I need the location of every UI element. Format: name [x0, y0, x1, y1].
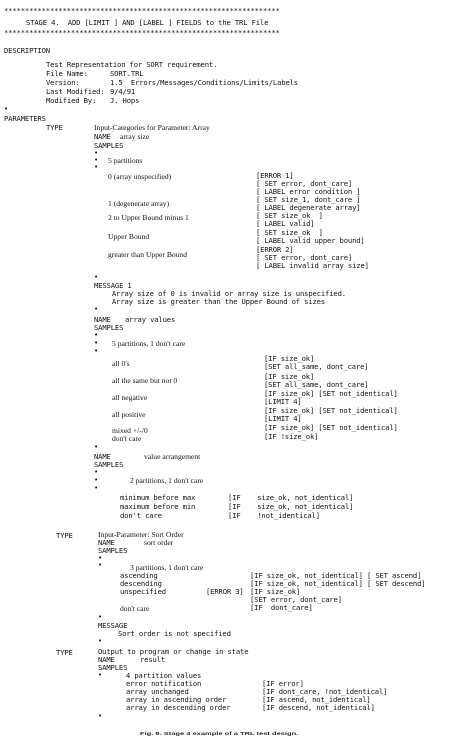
list-item-annotation: [IF size_ok] [SET not_identical] — [264, 406, 398, 415]
list-item-annotation: [SET error, dont_care] — [250, 595, 342, 604]
list-item-label: don't care — [112, 434, 142, 443]
bullet: • — [98, 613, 103, 621]
list-item-annotation: [IF size_ok] — [264, 354, 315, 363]
error-marker: [ERROR 3] — [206, 587, 244, 596]
list-item-annotation: [IF size_ok] [SET not_identical] — [264, 423, 398, 432]
list-item-annotation: [ SET size_ok ] — [256, 228, 323, 237]
array-size-category: Input-Categories for Parameter: Array — [94, 123, 210, 132]
list-item-label: don't care — [120, 511, 162, 520]
list-item-annotation: [ LABEL valid upper bound] — [256, 236, 365, 245]
list-item-label: mixed +/-/0 — [112, 426, 148, 435]
samples-label: SAMPLES — [98, 663, 128, 672]
list-item-label: 0 (array unspecified) — [108, 172, 172, 181]
bullet: • — [94, 156, 99, 164]
bullet: • — [94, 273, 99, 281]
list-item-annotation: [IF dont_care] — [250, 603, 313, 612]
version-value: 1.5 Errors/Messages/Conditions/Limits/Labels — [110, 78, 298, 87]
bullet: • — [94, 468, 99, 476]
list-item-annotation: [IF ascend, not_identical] — [262, 695, 371, 704]
type-label: TYPE — [46, 123, 63, 132]
list-item-label: array unchanged — [126, 687, 189, 696]
list-item-annotation: [IF descend, not_identical] — [262, 703, 375, 712]
samples-label: SAMPLES — [94, 323, 124, 332]
list-item-annotation: [ERROR 2] — [256, 245, 294, 254]
list-item-label: ascending — [120, 571, 158, 580]
description-heading: DESCRIPTION — [4, 46, 50, 55]
list-item-annotation: [LIMIT 4] — [264, 397, 302, 406]
bullet: • — [94, 331, 99, 339]
sort-order-name: sort order — [144, 538, 174, 547]
bullet: • — [98, 561, 103, 569]
list-item-annotation: [IF size_ok, not_identical] — [228, 502, 354, 511]
type-label: TYPE — [56, 531, 73, 540]
list-item-annotation: [IF size_ok] — [250, 587, 301, 596]
list-item-annotation: [IF !not_identical] — [228, 511, 320, 520]
name-label: NAME — [98, 655, 115, 664]
bullet: • — [94, 163, 99, 171]
message-line: Array size is greater than the Upper Bound of sizes — [112, 297, 326, 306]
list-item-annotation: [ LABEL valid] — [256, 219, 315, 228]
array-size-name: array size — [120, 132, 150, 141]
header-stars-top: ****************************************************************** — [4, 6, 280, 15]
list-item-label: all 0's — [112, 359, 130, 368]
list-item-label: all negative — [112, 393, 148, 402]
samples-label: SAMPLES — [94, 141, 124, 150]
list-item-annotation: [IF size_ok, not_identical] [ SET descend] — [250, 579, 426, 588]
list-item-label: don't care — [120, 604, 150, 613]
bullet: • — [98, 712, 103, 720]
page-title: STAGE 4. ADD [LIMIT ] AND [LABEL ] FIELDS to the TRL File — [26, 18, 269, 27]
description-line: Test Representation for SORT requirement. — [46, 60, 218, 69]
modified-by-label: Modified By: — [46, 96, 97, 105]
bullet: • — [4, 105, 9, 113]
list-item-label: array in descending order — [126, 703, 231, 712]
list-item-annotation: [ SET error, dont_care] — [256, 179, 353, 188]
name-label: NAME — [94, 132, 111, 141]
bullet: • — [98, 637, 103, 645]
header-stars-bottom: ****************************************************************** — [4, 28, 280, 37]
output-category: Output to program or change in state — [98, 647, 249, 656]
samples-label: SAMPLES — [98, 546, 128, 555]
list-item-annotation: [ LABEL error condition ] — [256, 187, 361, 196]
modified-by-value: J. Hops — [110, 96, 140, 105]
list-item-label: 1 (degenerate array) — [108, 199, 170, 208]
bullet: • — [94, 305, 99, 313]
name-label: NAME — [94, 315, 111, 324]
type-label: TYPE — [56, 648, 73, 657]
list-item-annotation: [ SET size_ok ] — [256, 211, 323, 220]
list-item-annotation: [IF size_ok, not_identical] [ SET ascend] — [250, 571, 422, 580]
file-name-label: File Name: — [46, 69, 88, 78]
list-item-annotation: [IF size_ok, not_identical] — [228, 493, 354, 502]
bullet: • — [94, 339, 99, 347]
list-item-annotation: [LIMIT 4] — [264, 414, 302, 423]
list-item-annotation: [IF dont_care, !not_identical] — [262, 687, 388, 696]
array-values-name: array values — [125, 315, 176, 324]
sort-order-category: Input-Parameter: Sort Order — [98, 530, 184, 539]
output-partitions: 4 partition values — [126, 671, 202, 680]
list-item-annotation: [ SET size_1, dont_care ] — [256, 195, 361, 204]
list-item-label: descending — [120, 579, 162, 588]
list-item-label: error notification — [126, 679, 202, 688]
bullet: • — [98, 671, 103, 679]
bullet: • — [98, 554, 103, 562]
value-arrangement-name: value arrangement — [144, 452, 201, 461]
message-line: Sort order is not specified — [118, 629, 231, 638]
last-modified-label: Last Modified: — [46, 87, 105, 96]
list-item-label: all the same but not 0 — [112, 376, 178, 385]
array-values-partitions: 5 partitions, 1 don't care — [112, 339, 186, 348]
message-line: Array size of 0 is invalid or array size is unspecified. — [112, 289, 346, 298]
list-item-annotation: [ LABEL invalid array size] — [256, 261, 369, 270]
bullet: • — [94, 149, 99, 157]
name-label: NAME — [94, 452, 111, 461]
samples-label: SAMPLES — [94, 460, 124, 469]
list-item-annotation: [IF size_ok] [SET not_identical] — [264, 389, 398, 398]
bullet: • — [94, 476, 99, 484]
list-item-label: all positive — [112, 410, 146, 419]
list-item-annotation: [IF !size_ok] — [264, 432, 319, 441]
bullet: • — [94, 443, 99, 451]
list-item-annotation: [ LABEL degenerate array] — [256, 203, 361, 212]
value-arrangement-partitions: 2 partitions, 1 don't care — [130, 476, 204, 485]
list-item-annotation: [ SET error, dont_care] — [256, 253, 353, 262]
list-item-label: minimum before max — [120, 493, 196, 502]
list-item-label: maximum before min — [120, 502, 196, 511]
array-size-partitions: 5 partitions — [108, 156, 143, 165]
output-name: result — [140, 655, 166, 664]
last-modified-value: 9/4/91 — [110, 87, 136, 96]
list-item-annotation: [IF error] — [262, 679, 304, 688]
parameters-heading: PARAMETERS — [4, 114, 46, 123]
message-label: MESSAGE 1 — [94, 281, 132, 290]
bullet: • — [94, 484, 99, 492]
list-item-label: unspecified — [120, 587, 166, 596]
list-item-label: array in ascending order — [126, 695, 227, 704]
figure-caption: Fig. 9. Stage 4 example of a TRL test design. — [140, 731, 299, 736]
name-label: NAME — [98, 538, 115, 547]
list-item-label: Upper Bound — [108, 232, 150, 241]
file-name-value: SORT.TRL — [110, 69, 144, 78]
list-item-annotation: [SET all_same, dont_care] — [264, 362, 369, 371]
list-item-annotation: [SET all_same, dont_care] — [264, 380, 369, 389]
message-label: MESSAGE — [98, 621, 128, 630]
bullet: • — [94, 347, 99, 355]
version-label: Version: — [46, 78, 80, 87]
sort-order-partitions: 3 partitions, 1 don't care — [130, 563, 204, 572]
list-item-annotation: [IF size_ok] — [264, 372, 315, 381]
list-item-label: 2 to Upper Bound minus 1 — [108, 213, 189, 222]
list-item-annotation: [ERROR 1] — [256, 171, 294, 180]
list-item-label: greater than Upper Bound — [108, 250, 188, 259]
